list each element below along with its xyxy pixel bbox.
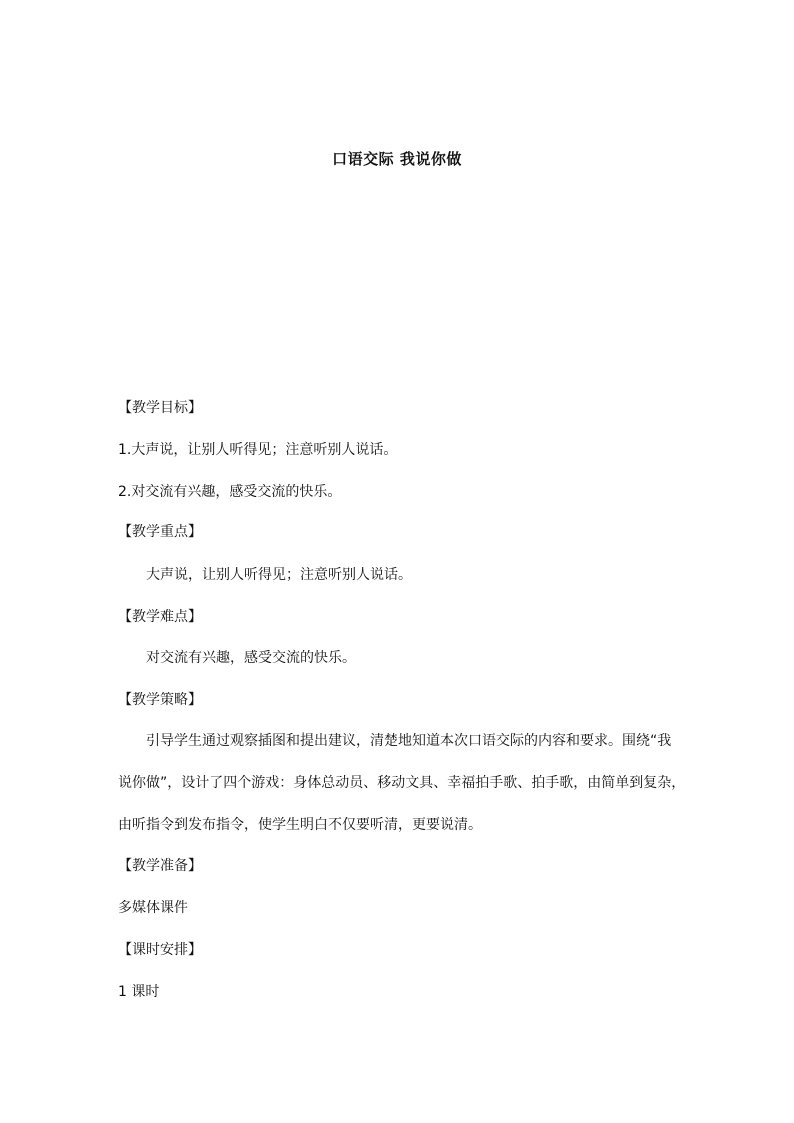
strategy-line-3: 由听指令到发布指令，使学生明白不仅要听清，更要说清。 <box>118 817 482 833</box>
schedule-text: 1 课时 <box>118 984 160 1000</box>
strategy-line-1: 引导学生通过观察插图和提出建议，清楚地知道本次口语交际的内容和要求。围绕“我 <box>146 733 672 749</box>
difficulty-text: 对交流有兴趣，感受交流的快乐。 <box>146 650 356 666</box>
heading-class-schedule: 【课时安排】 <box>118 942 202 958</box>
preparation-text: 多媒体课件 <box>118 900 188 916</box>
heading-teaching-difficulty: 【教学难点】 <box>118 609 202 625</box>
focus-text: 大声说，让别人听得见；注意听别人说话。 <box>146 567 412 583</box>
heading-teaching-focus: 【教学重点】 <box>118 524 202 540</box>
strategy-line-2: 说你做”，设计了四个游戏：身体总动员、移动文具、幸福拍手歌、拍手歌，由简单到复杂， <box>118 775 686 791</box>
heading-teaching-strategy: 【教学策略】 <box>118 692 202 708</box>
heading-teaching-goals: 【教学目标】 <box>118 400 202 416</box>
goal-item-2: 2.对交流有兴趣，感受交流的快乐。 <box>118 484 342 500</box>
goal-item-1: 1.大声说，让别人听得见；注意听别人说话。 <box>118 442 398 458</box>
heading-teaching-preparation: 【教学准备】 <box>118 858 202 874</box>
document-title: 口语交际 我说你做 <box>332 150 462 168</box>
